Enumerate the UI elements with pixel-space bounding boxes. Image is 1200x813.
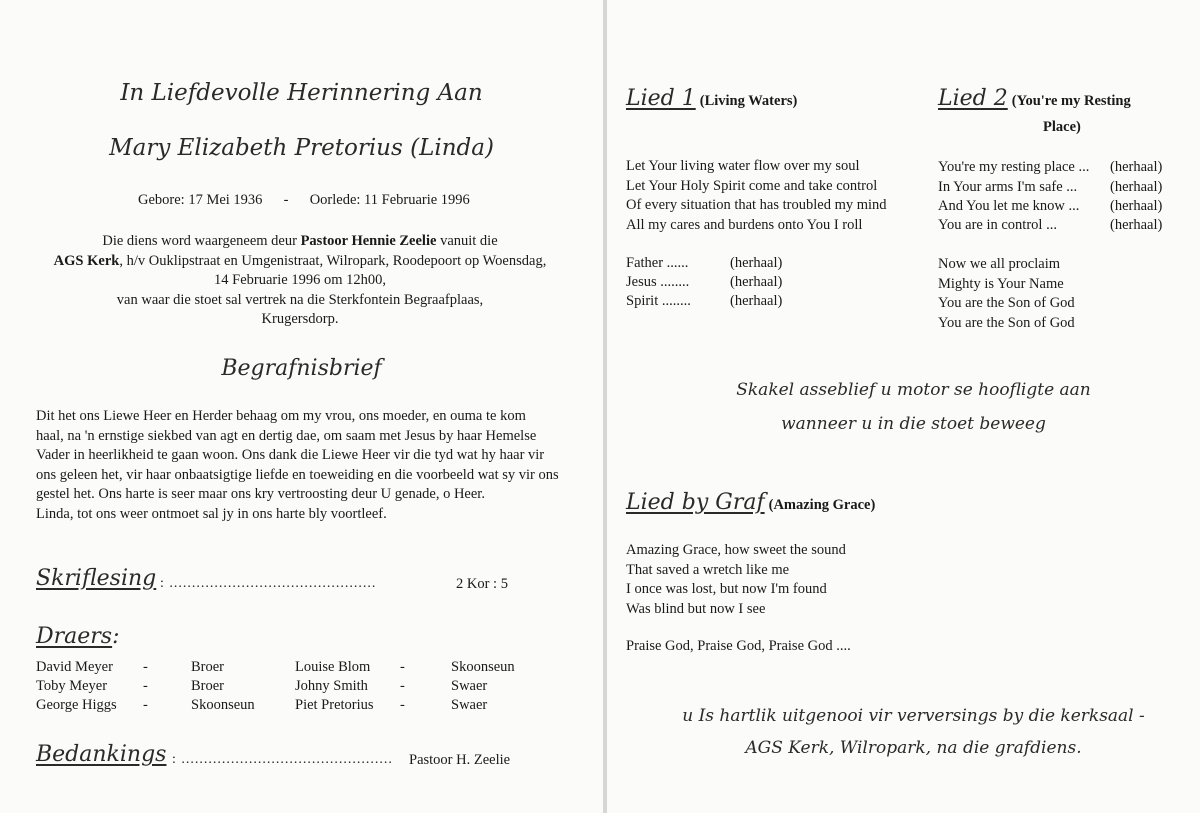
- bearer-separator: -: [400, 678, 405, 694]
- lyric-line: In Your arms I'm safe ...: [938, 179, 1078, 195]
- bearer-name: David Meyer: [36, 659, 113, 675]
- obituary-line: Vader in heerlikheid te gaan woon. Ons dank die Liewe Heer vir die tyd wat hy haar vir: [36, 447, 545, 463]
- procession-destination: van waar die stoet sal vertrek na die Sterkfontein Begraafplaas,: [116, 291, 484, 308]
- song1-heading: [626, 86, 797, 111]
- service-text: Die diens word waargeneem deur: [102, 233, 301, 249]
- grave-song-heading: [626, 490, 875, 515]
- lyric-line: And You let me know ...: [938, 198, 1080, 214]
- bearer-name: Louise Blom: [295, 659, 371, 675]
- song2-heading: [938, 86, 1131, 111]
- lyric-line: Amazing Grace, how sweet the sound: [626, 542, 846, 558]
- birth-date: Gebore: 17 Mei 1936: [138, 192, 263, 208]
- repeat-note: (herhaal): [1110, 198, 1163, 214]
- lyric-line: You are the Son of God: [938, 314, 1075, 331]
- chorus-row: [607, 274, 907, 294]
- bearers-label: Draers: [36, 624, 113, 649]
- repeat-note: (herhaal): [730, 293, 783, 309]
- thanks-label: Bedankings: [36, 742, 167, 767]
- bearer-separator: -: [143, 678, 148, 694]
- song2-row: [607, 198, 1200, 218]
- lyric-line: You are in control ...: [938, 217, 1057, 233]
- song2-label: Lied 2: [938, 86, 1008, 111]
- chorus-row: [607, 293, 907, 313]
- invitation-line2: AGS Kerk, Wilropark, na die grafdiens.: [745, 738, 1082, 758]
- grave-song-title: (Amazing Grace): [768, 497, 876, 513]
- memorial-heading: In Liefdevolle Herinnering Aan: [120, 80, 483, 106]
- obituary-line: gestel het. Ons harte is seer maar ons kry vertroosting deur U genade, o Heer.: [36, 486, 485, 502]
- right-page: [607, 0, 1200, 813]
- reading-reference: 2 Kor : 5: [456, 576, 508, 592]
- headlights-note-line1: Skakel asseblief u motor se hoofligte aan: [736, 380, 1091, 400]
- bearer-row: [0, 659, 603, 679]
- lyric-line: Was blind but now I see: [626, 600, 766, 617]
- chorus-word: Jesus ........: [626, 274, 690, 290]
- obituary-line: ons geleen het, vir haar onbaatsigtige liefde en toeweiding en die voorbeeld wat sy vir ons: [36, 466, 559, 483]
- thanks-row: [36, 742, 166, 767]
- reading-label: Skriflesing: [36, 566, 157, 591]
- bearer-relation: Broer: [191, 659, 225, 675]
- lyric-line: Let Your Holy Spirit come and take control: [626, 177, 878, 194]
- lyric-line: All my cares and burdens onto You I roll: [626, 216, 863, 233]
- song2-title-cont: Place): [1043, 119, 1081, 135]
- repeat-note: (herhaal): [730, 255, 783, 271]
- service-address: , h/v Ouklipstraat en Umgenistraat, Wilropark, Roodepoort op Woensdag,: [119, 252, 547, 269]
- song1-label: Lied 1: [626, 86, 696, 111]
- repeat-note: (herhaal): [1110, 179, 1163, 195]
- chorus-word: Spirit ........: [626, 293, 691, 309]
- bearer-name: George Higgs: [36, 697, 117, 713]
- lyric-line: Now we all proclaim: [938, 256, 1061, 272]
- bearers-heading: [36, 624, 120, 649]
- lyric-line: That saved a wretch like me: [626, 561, 790, 578]
- bearer-relation: Swaer: [451, 678, 488, 694]
- church-name: AGS Kerk: [53, 252, 120, 269]
- song2-row: [607, 159, 1200, 179]
- bearer-relation: Skoonseun: [451, 659, 515, 675]
- bearer-separator: -: [143, 659, 148, 675]
- obituary-line: Dit het ons Liewe Heer en Herder behaag om my vrou, ons moeder, en ouma te kom: [36, 408, 526, 424]
- lyric-line: I once was lost, but now I'm found: [626, 581, 827, 597]
- dates-line: [138, 192, 470, 209]
- song2-verse2: [938, 256, 1075, 334]
- service-text: vanuit die: [436, 233, 498, 249]
- service-date: 14 Februarie 1996 om 12h00,: [214, 272, 386, 288]
- dates-separator: -: [283, 192, 289, 208]
- deceased-name: Mary Elizabeth Pretorius (Linda): [109, 135, 494, 161]
- song1-title: (Living Waters): [699, 93, 798, 109]
- chorus-row: [607, 255, 907, 275]
- bearer-relation: Broer: [191, 678, 225, 694]
- service-details: [20, 232, 580, 330]
- invitation-line1: u Is hartlik uitgenooi vir verversings by die kerksaal -: [682, 706, 1145, 726]
- lyric-line: You are the Son of God: [938, 295, 1075, 311]
- praise-line: Praise God, Praise God, Praise God ....: [626, 638, 851, 654]
- grave-song-label: Lied by Graf: [626, 490, 765, 515]
- bearer-relation: Skoonseun: [191, 697, 255, 713]
- repeat-note: (herhaal): [730, 274, 783, 290]
- song2-row: [607, 217, 1200, 237]
- reading-dots: : ..............................................: [160, 576, 377, 591]
- bearer-name: Johny Smith: [295, 678, 368, 694]
- grave-song-lyrics: [626, 542, 846, 620]
- bearer-name: Piet Pretorius: [295, 697, 374, 713]
- death-date: Oorlede: 11 Februarie 1996: [309, 192, 470, 208]
- bearer-name: Toby Meyer: [36, 678, 108, 694]
- bearer-separator: -: [400, 659, 405, 675]
- bearer-row: [0, 697, 603, 717]
- obituary-line: haal, na 'n ernstige siekbed van agt en dertig dae, om saam met Jesus by haar Hemelse: [36, 427, 537, 444]
- bearers-colon: :: [112, 624, 120, 649]
- obituary-heading: Begrafnisbrief: [221, 356, 382, 381]
- lyric-line: Let Your living water flow over my soul: [626, 158, 860, 174]
- bearer-separator: -: [143, 697, 148, 713]
- bearer-row: [0, 678, 603, 698]
- reading-row: [36, 566, 156, 591]
- procession-town: Krugersdorp.: [261, 311, 339, 327]
- repeat-note: (herhaal): [1110, 159, 1163, 175]
- lyric-line: Mighty is Your Name: [938, 275, 1064, 292]
- repeat-note: (herhaal): [1110, 217, 1163, 233]
- chorus-word: Father ......: [626, 255, 689, 271]
- headlights-note-line2: wanneer u in die stoet beweeg: [781, 414, 1046, 434]
- obituary-text: [36, 408, 559, 525]
- song2-title: (You're my Resting: [1011, 93, 1131, 109]
- thanks-dots: : ...............................................: [172, 752, 393, 767]
- bearer-separator: -: [400, 697, 405, 713]
- pastor-name: Pastoor Hennie Zeelie: [300, 233, 437, 249]
- lyric-line: Of every situation that has troubled my mind: [626, 197, 887, 213]
- obituary-line: Linda, tot ons weer ontmoet sal jy in ons harte bly voortleef.: [36, 505, 387, 522]
- thanks-value: Pastoor H. Zeelie: [409, 752, 511, 768]
- bearer-relation: Swaer: [451, 697, 488, 713]
- lyric-line: You're my resting place ...: [938, 159, 1090, 175]
- song2-row: [607, 179, 1200, 199]
